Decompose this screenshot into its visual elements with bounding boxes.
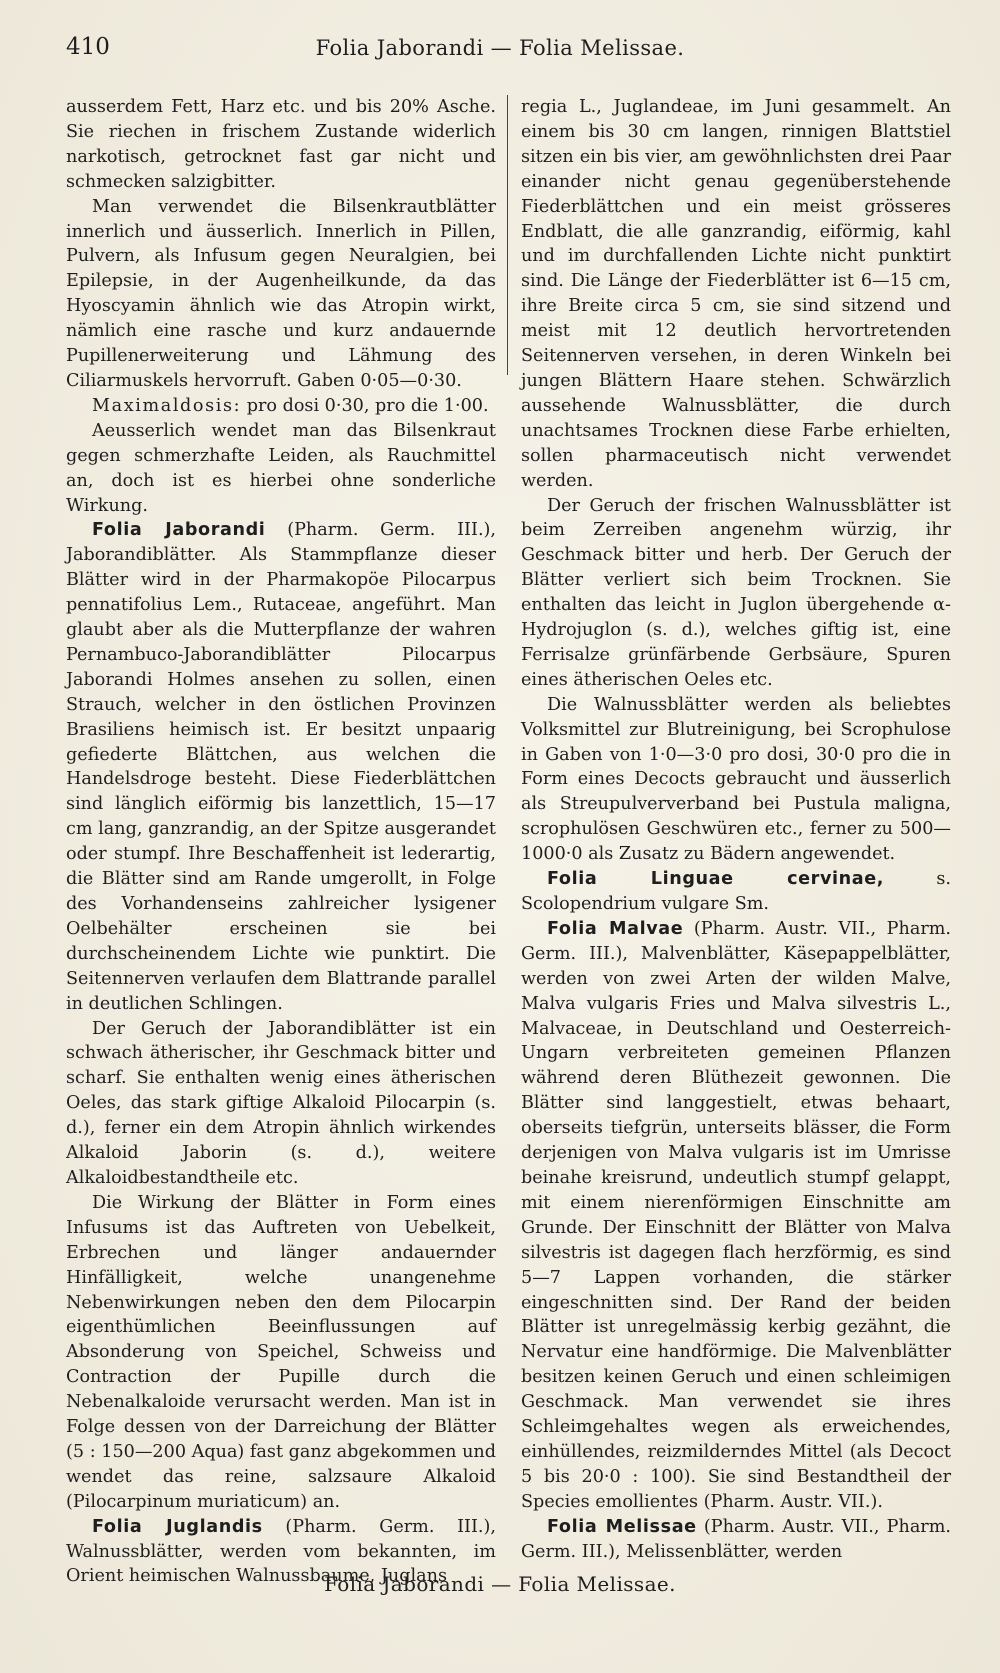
paragraph-text: (Pharm. Austr. VII., Pharm. Germ. III.), Malvenblätter, Käsepappelblätter, werden von zwei Arten der wilden Malve, Malva vulgaris Fries und Malva silvestris L., Malvaceae, in Deutschland und Oesterreich-Ungarn verbreiteten gemeinen Pflanzen während deren Blüthezeit gewonnen. Die Blätter sind langgestielt, etwas behaart, oberseits tiefgrün, unterseits blässer, die Form derjenigen von Malva vulgaris ist im Umrisse beinahe kreisrund, undeutlich stumpf gelappt, mit einem nierenförmigen Einschnitte am Grunde. Der Einschnitt der Blätter von Malva silvestris ist dagegen flach herzförmig, es sind 5—7 Lappen vorhanden, die stärker eingeschnitten sind. Der Rand der beiden Blätter ist unregelmässig kerbig gezähnt, die Nervatur eine handförmige. Die Malvenblätter besitzen keinen Geruch und einen schleimigen Geschmack. Man verwendet sie ihres Schleimgehaltes wegen als erweichendes, einhüllendes, reizmilderndes Mittel (als Decoct 5 bis 20·0 : 100). Sie sind Bestandtheil der Species emollientes (Pharm. Austr. VII.). (521, 918, 952, 1512)
paragraph-text: ausserdem Fett, Harz etc. und bis 20% Asche. Sie riechen in frischem Zustande widerlich narkotisch, getrocknet fast gar nicht und schmecken salzigbitter. (66, 97, 496, 192)
dictionary-entry (521, 917, 951, 1515)
running-title: Folia Jaborandi — Folia Melissae. (315, 36, 685, 60)
paragraph (521, 95, 951, 494)
entry-term: Folia Jaborandi (92, 520, 266, 541)
paragraph-text: Die Wirkung der Blätter in Form eines Infusums ist das Auftreten von Uebelkeit, Erbrechen und länger andauernder Hinfälligkeit, welche unangenehme Nebenwirkungen neben den dem Pilocarpin eigenthümlichen Beeinflussungen auf Absonderung von Speichel, Schweiss und Contraction der Pupille durch die Nebenalkaloide verursacht werden. Man ist in Folge dessen von der Darreichung der Blätter (5 : 150—200 Aqua) fast ganz abgekommen und wendet das reine, salzsaure Alkaloid (Pilocarpinum muriaticum) an. (66, 1192, 496, 1512)
paragraph (521, 494, 951, 693)
page-header (66, 34, 934, 64)
paragraph-text: Aeusserlich wendet man das Bilsenkraut gegen schmerzhafte Leiden, als Rauchmittel an, doch ist es hierbei ohne sonderliche Wirkung. (66, 420, 496, 516)
left-column (66, 95, 496, 1589)
paragraph (66, 195, 496, 394)
paragraph-text: Der Geruch der frischen Walnussblätter ist beim Zerreiben angenehm würzig, ihr Geschmack bitter und herb. Der Geruch der Blätter verliert sich beim Trocknen. Sie enthalten das leicht in Juglon übergehende α-Hydrojuglon (s. d.), welches giftig ist, eine Ferrisalze grünfärbende Gerbsäure, Spuren eines ätherischen Oeles etc. (521, 495, 951, 690)
entry-term: Folia Melissae (547, 1516, 697, 1537)
paragraph-text: s. Scolopendrium vulgare Sm. (521, 869, 951, 914)
paragraph-text: (Pharm. Germ. III.), Jaborandiblätter. Als Stammpflanze dieser Blätter wird in der Pharmakopöe Pilocarpus pennatifolius Lem., Rutaceae, angeführt. Man glaubt aber als die Mutterpflanze der wahren Pernambuco-Jaborandiblätter Pilocarpus Jaborandi Holmes ansehen zu sollen, einen Strauch, welcher in den östlichen Provinzen Brasiliens heimisch ist. Er besitzt unpaarig gefiederte Blättchen, aus welchen die Handelsdroge besteht. Diese Fiederblättchen sind länglich eiförmig bis lanzettlich, 15—17 cm lang, ganzrandig, an der Spitze ausgerandet oder stumpf. Ihre Beschaffenheit ist lederartig, die Blätter sind am Rande umgerollt, in Folge des Vorhandenseins zahlreicher lysigener Oelbehälter erscheinen sie bei durchscheinendem Lichte wie punktirt. Die Seitennerven verlaufen dem Blattrande parallel in deutlichen Schlingen. (66, 520, 497, 1014)
paragraph (521, 693, 951, 867)
dictionary-entry (521, 867, 951, 917)
spaced-lead: Maximaldosis: (92, 395, 242, 416)
entry-term: Folia Juglandis (92, 1516, 263, 1537)
dictionary-entry (66, 518, 496, 1016)
paragraph-text: (Pharm. Austr. VII., Pharm. Germ. III.), Melissenblätter, werden (521, 1516, 951, 1562)
paragraph (66, 95, 496, 195)
page-footer: Folia Jaborandi — Folia Melissae. (324, 1572, 676, 1596)
paragraph-text: regia L., Juglandeae, im Juni gesammelt. An einem bis 30 cm langen, rinnigen Blattstiel sitzen ein bis vier, am gewöhnlichsten drei Paar einander nicht genau gegenüberstehende Fiederblättchen und ein meist grösseres Endblatt, die alle ganzrandig, eiförmig, kahl und im durchfallenden Lichte nicht punktirt sind. Die Länge der Fiederblätter ist 6—15 cm, ihre Breite circa 5 cm, sie sind sitzend und meist mit 12 deutlich hervortretenden Seitennerven versehen, in deren Winkeln bei jungen Blättern Haare stehen. Schwärzlich aussehende Walnussblätter, die durch unachtsames Trocknen diese Farbe erhielten, sollen pharmaceutisch nicht verwendet werden. (521, 97, 951, 491)
right-column (521, 95, 951, 1564)
entry-term: Folia Linguae cervinae, (547, 869, 885, 890)
paragraph (66, 1017, 496, 1191)
entry-term: Folia Malvae (547, 918, 684, 939)
paragraph (66, 1191, 496, 1515)
paragraph-text: (Pharm. Germ. III.), Walnussblätter, werden vom bekannten, im Orient heimischen Walnussbaume, Juglans (66, 1516, 496, 1587)
page-number: 410 (66, 34, 110, 60)
column-divider (507, 95, 508, 375)
dictionary-entry (521, 1515, 951, 1565)
paragraph-text: pro dosi 0·30, pro die 1·00. (241, 395, 489, 416)
paragraph-text: Man verwendet die Bilsenkrautblätter innerlich und äusserlich. Innerlich in Pillen, Pulvern, als Infusum gegen Neuralgien, bei Epilepsie, in der Augenheilkunde, da das Hyoscyamin ähnlich wie das Atropin wirkt, nämlich eine rasche und kurz andauernde Pupillenerweiterung und Lähmung des Ciliarmuskels hervorruft. Gaben 0·05—0·30. (66, 196, 496, 391)
paragraph (66, 394, 496, 419)
paragraph-text: Der Geruch der Jaborandiblätter ist ein schwach ätherischer, ihr Geschmack bitter und scharf. Sie enthalten wenig eines ätherischen Oeles, das stark giftige Alkaloid Pilocarpin (s. d.), ferner ein dem Atropin ähnlich wirkendes Alkaloid Jaborin (s. d.), weitere Alkaloidbestandtheile etc. (66, 1018, 496, 1188)
paragraph (66, 419, 496, 519)
paragraph-text: Die Walnussblätter werden als beliebtes Volksmittel zur Blutreinigung, bei Scrophulose in Gaben von 1·0—3·0 pro dosi, 30·0 pro die in Form eines Decocts gebraucht und äusserlich als Streupulververband bei Pustula maligna, scrophulösen Geschwüren etc., ferner zu 500—1000·0 als Zusatz zu Bädern angewendet. (521, 694, 951, 865)
